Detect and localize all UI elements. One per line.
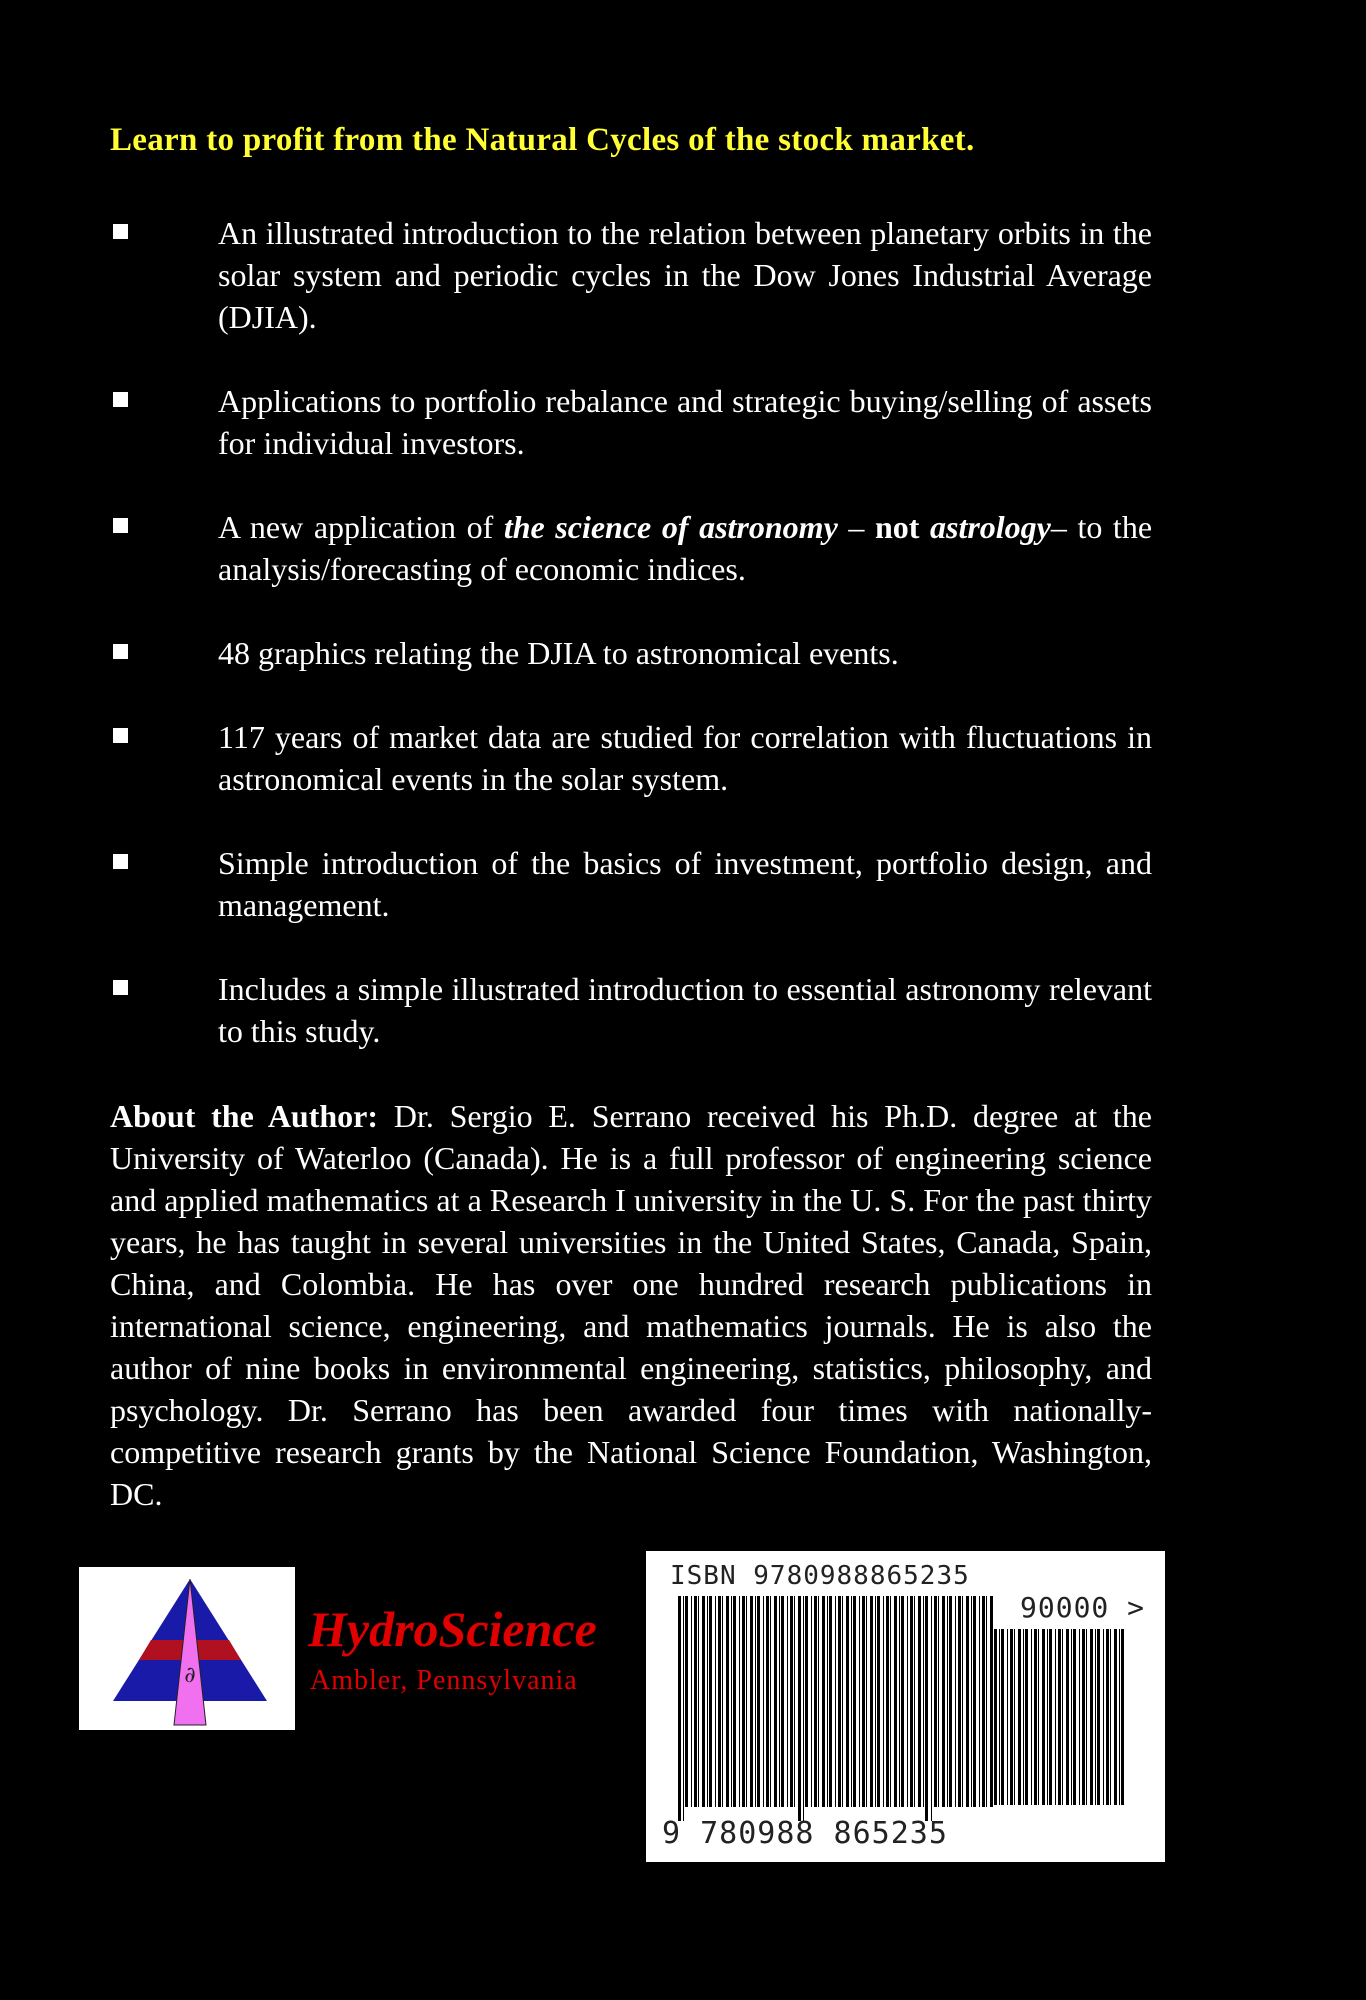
barcode-bar bbox=[1121, 1629, 1124, 1805]
barcode-bar bbox=[774, 1596, 777, 1807]
list-item-text: Simple introduction of the basics of investment, portfolio design, and management. bbox=[218, 845, 1152, 923]
barcode-bar bbox=[827, 1596, 828, 1807]
barcode-bar bbox=[859, 1596, 860, 1807]
barcode-bar bbox=[818, 1596, 819, 1807]
barcode-bar bbox=[755, 1596, 756, 1807]
barcode-bar bbox=[718, 1596, 721, 1807]
barcode-bar bbox=[1049, 1629, 1052, 1805]
barcode-bar bbox=[685, 1596, 688, 1807]
text-run bbox=[919, 509, 930, 545]
barcode-addon-bars bbox=[992, 1629, 1124, 1819]
barcode-bar bbox=[722, 1596, 723, 1807]
barcode-bar bbox=[938, 1596, 939, 1807]
square-bullet-icon bbox=[113, 728, 128, 743]
barcode-bar bbox=[814, 1596, 817, 1807]
price-code: 90000 > bbox=[1020, 1591, 1146, 1624]
barcode-bar bbox=[982, 1596, 985, 1807]
barcode-bar bbox=[890, 1596, 891, 1807]
author-bio bbox=[110, 1095, 1152, 1515]
barcode-bar bbox=[715, 1596, 716, 1807]
barcode-bar bbox=[733, 1596, 736, 1807]
author-bio-label: About the Author: bbox=[110, 1098, 379, 1134]
publisher-location: Ambler, Pennsylvania bbox=[310, 1665, 578, 1696]
barcode-bar bbox=[838, 1596, 841, 1807]
barcode-bar bbox=[846, 1596, 849, 1807]
barcode-bar bbox=[1114, 1629, 1117, 1805]
isbn-label: ISBN 9780988865235 bbox=[670, 1561, 970, 1591]
barcode-bar bbox=[853, 1596, 856, 1807]
publisher-name: HydroScience bbox=[308, 1601, 597, 1657]
list-item-text: Includes a simple illustrated introduction to essential astronomy relevant to this study. bbox=[218, 971, 1152, 1049]
barcode-bar bbox=[750, 1596, 753, 1807]
barcode-bar bbox=[907, 1596, 908, 1807]
barcode-bar bbox=[842, 1596, 843, 1807]
barcode-bar bbox=[742, 1596, 745, 1807]
barcode-bar bbox=[1025, 1629, 1028, 1805]
barcode-bar bbox=[698, 1596, 699, 1807]
barcode-bar bbox=[986, 1596, 987, 1807]
barcode-bar bbox=[1095, 1629, 1096, 1805]
list-item-text: An illustrated introduction to the relation between planetary orbits in the solar system and periodic cycles in the Dow Jones Industrial Average (DJIA). bbox=[218, 215, 1152, 335]
barcode-bar bbox=[934, 1596, 937, 1807]
barcode-bar bbox=[870, 1596, 873, 1807]
barcode-bar bbox=[886, 1596, 889, 1807]
text-run: A new application of bbox=[218, 509, 504, 545]
barcode-bar bbox=[894, 1596, 897, 1807]
barcode-bar bbox=[883, 1596, 884, 1807]
barcode-bar bbox=[803, 1596, 804, 1821]
barcode-bar bbox=[1014, 1629, 1015, 1805]
barcode-bar bbox=[875, 1596, 876, 1807]
barcode-bar bbox=[947, 1596, 948, 1807]
square-bullet-icon bbox=[113, 980, 128, 995]
barcode-bar bbox=[794, 1596, 795, 1807]
barcode-bar bbox=[1055, 1629, 1056, 1805]
barcode-bar bbox=[1073, 1629, 1076, 1805]
publisher-logo bbox=[79, 1567, 295, 1730]
barcode-bar bbox=[931, 1596, 932, 1821]
barcode-bar bbox=[914, 1596, 915, 1807]
text-run: – bbox=[837, 509, 875, 545]
author-bio-text: Dr. Sergio E. Serrano received his Ph.D. degree at the University of Waterloo (Canada). He is a full professor of engineering science and applied mathematics at a Research I university in the U. S. For the past thirty years, he has taught in several universities in the United States, Canada, Spain, China, and Colombia. He has over one hundred research publications in international science, engineering, and mathematics journals. He is also the author of nine books in environmental engineering, statistics, philosophy, and psychology. Dr. Serrano has been awarded four times with nationally-competitive research grants by the National Science Foundation, Washington, DC. bbox=[110, 1098, 1153, 1512]
barcode-bar bbox=[1038, 1629, 1039, 1805]
barcode-bar bbox=[851, 1596, 852, 1807]
barcode-bar bbox=[678, 1596, 681, 1821]
barcode-bar bbox=[949, 1596, 952, 1807]
barcode-bar bbox=[787, 1596, 788, 1807]
barcode-bar bbox=[1079, 1629, 1080, 1805]
emphasis-science: the science of astronomy bbox=[503, 509, 838, 545]
barcode-bar bbox=[923, 1596, 924, 1807]
barcode-bar bbox=[1110, 1629, 1111, 1805]
barcode-bar bbox=[1042, 1629, 1045, 1805]
barcode-bar bbox=[790, 1596, 793, 1807]
barcode-bar bbox=[942, 1596, 945, 1807]
square-bullet-icon bbox=[113, 392, 128, 407]
headline: Learn to profit from the Natural Cycles of the stock market. bbox=[110, 122, 975, 158]
barcode-bar bbox=[962, 1596, 963, 1807]
square-bullet-icon bbox=[113, 518, 128, 533]
barcode-bar bbox=[971, 1596, 972, 1807]
barcode-bar bbox=[835, 1596, 836, 1807]
barcode-bar bbox=[739, 1596, 740, 1807]
barcode-bar bbox=[1071, 1629, 1072, 1805]
barcode-bar bbox=[1103, 1629, 1104, 1805]
barcode-bar bbox=[1097, 1629, 1100, 1805]
barcode-bar bbox=[770, 1596, 771, 1807]
barcode-bar bbox=[702, 1596, 705, 1807]
barcode-bar bbox=[811, 1596, 812, 1807]
barcode-bar bbox=[709, 1596, 712, 1807]
barcode-bar bbox=[1066, 1629, 1069, 1805]
barcode-bar bbox=[746, 1596, 747, 1807]
barcode-bar bbox=[1086, 1629, 1087, 1805]
barcode-bar bbox=[766, 1596, 769, 1807]
barcode-bar bbox=[979, 1596, 980, 1807]
barcode-bar bbox=[1010, 1629, 1013, 1805]
barcode-bar bbox=[994, 1629, 997, 1805]
barcode-bar bbox=[683, 1596, 684, 1821]
emphasis-not: not bbox=[874, 509, 920, 545]
barcode-bar bbox=[822, 1596, 825, 1807]
barcode-bar bbox=[1023, 1629, 1024, 1805]
barcode-bar bbox=[763, 1596, 764, 1807]
barcode-bar bbox=[829, 1596, 832, 1807]
barcode-bar bbox=[910, 1596, 913, 1807]
barcode-bar bbox=[805, 1596, 808, 1807]
barcode-bar bbox=[1058, 1629, 1061, 1805]
barcode-bar bbox=[918, 1596, 921, 1807]
list-item-text: Applications to portfolio rebalance and strategic buying/selling of assets for individual investors. bbox=[218, 383, 1152, 461]
square-bullet-icon bbox=[113, 854, 128, 869]
barcode-bar bbox=[973, 1596, 976, 1807]
barcode-bar bbox=[1090, 1629, 1093, 1805]
barcode-bar bbox=[798, 1596, 801, 1821]
partial-derivative-glyph: ∂ bbox=[184, 1663, 196, 1688]
pyramid-logo-icon bbox=[79, 1567, 295, 1730]
barcode-bar bbox=[862, 1596, 865, 1807]
square-bullet-icon bbox=[113, 224, 128, 239]
barcode-bar bbox=[731, 1596, 732, 1807]
barcode-bar bbox=[1047, 1629, 1048, 1805]
barcode-bar bbox=[866, 1596, 867, 1807]
barcode-bar bbox=[694, 1596, 697, 1807]
barcode-bar bbox=[707, 1596, 708, 1807]
barcode-bar bbox=[691, 1596, 692, 1807]
barcode-bar bbox=[1062, 1629, 1063, 1805]
barcode-bar bbox=[726, 1596, 729, 1807]
list-item-text: 117 years of market data are studied for correlation with fluctuations in astronomical events in the solar system. bbox=[218, 719, 1152, 797]
barcode-bar bbox=[757, 1596, 760, 1807]
barcode-bar bbox=[781, 1596, 784, 1807]
barcode-main-bars bbox=[676, 1596, 996, 1821]
barcode-bar bbox=[999, 1629, 1000, 1805]
barcode-bar bbox=[1082, 1629, 1085, 1805]
barcode-bar bbox=[1034, 1629, 1037, 1805]
barcode-bar bbox=[958, 1596, 961, 1807]
barcode-bar bbox=[955, 1596, 956, 1807]
barcode-bar bbox=[1106, 1629, 1109, 1805]
barcode-bar bbox=[899, 1596, 900, 1807]
square-bullet-icon bbox=[113, 644, 128, 659]
barcode-bar bbox=[877, 1596, 880, 1807]
barcode-bar bbox=[1018, 1629, 1021, 1805]
barcode-bar bbox=[1001, 1629, 1004, 1805]
barcode-bar bbox=[966, 1596, 969, 1807]
barcode-bar bbox=[1119, 1629, 1120, 1805]
isbn-barcode bbox=[646, 1551, 1165, 1862]
barcode-bar bbox=[1031, 1629, 1032, 1805]
barcode-bar bbox=[925, 1596, 928, 1821]
emphasis-astrology: astrology bbox=[929, 509, 1051, 545]
barcode-bar bbox=[1007, 1629, 1008, 1805]
list-item-text bbox=[218, 506, 1152, 590]
text-run: – to the analysis/forecasting of economic indices. bbox=[218, 509, 1153, 587]
barcode-bar bbox=[779, 1596, 780, 1807]
list-item-text: 48 graphics relating the DJIA to astronomical events. bbox=[218, 635, 899, 671]
barcode-digits: 9 780988 865235 bbox=[662, 1816, 948, 1851]
barcode-bar bbox=[901, 1596, 904, 1807]
